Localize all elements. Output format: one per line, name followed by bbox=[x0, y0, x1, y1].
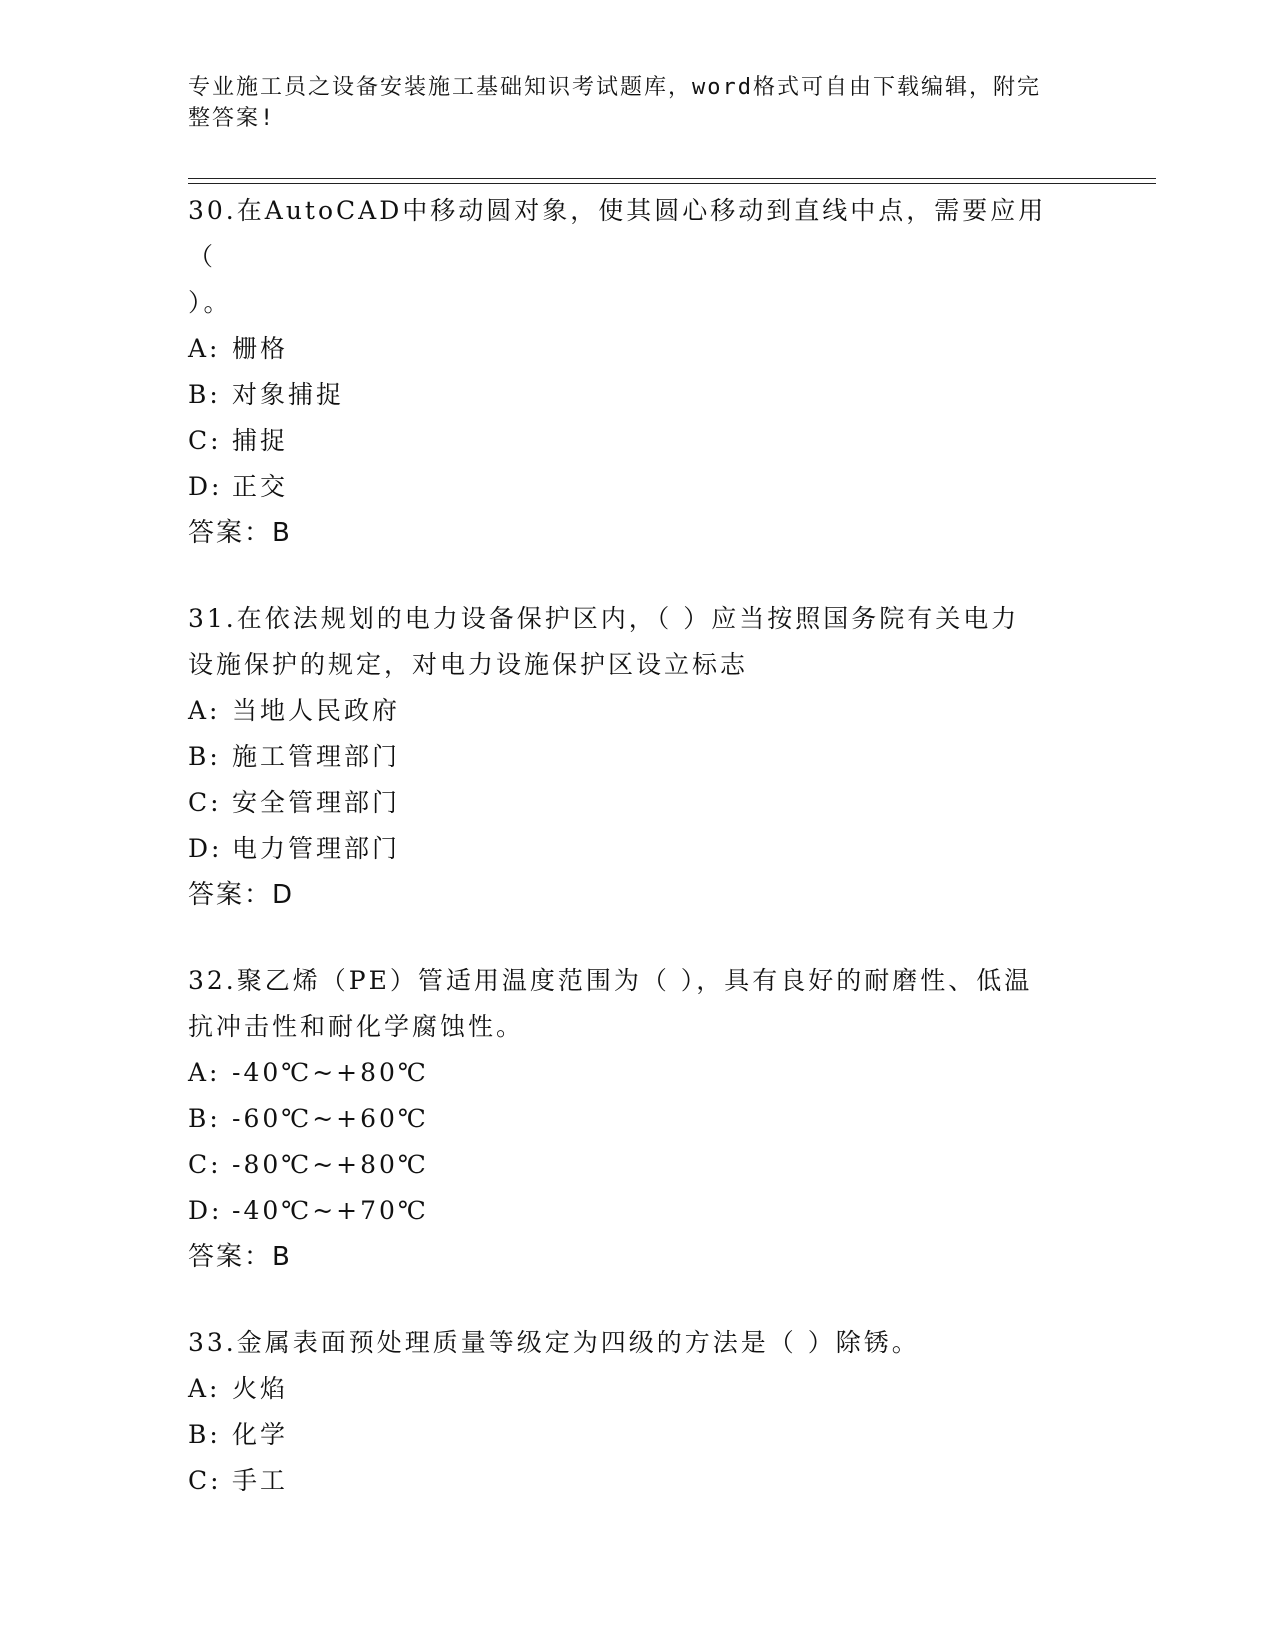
option-key: B: bbox=[188, 742, 221, 771]
option-text: 当地人民政府 bbox=[232, 696, 401, 725]
header-divider-top bbox=[188, 178, 1156, 179]
option-key: D: bbox=[188, 472, 223, 501]
option-text: 安全管理部门 bbox=[232, 788, 401, 817]
option-a bbox=[188, 1050, 1068, 1096]
option-text: 化学 bbox=[232, 1420, 289, 1449]
option-b bbox=[188, 372, 1068, 418]
option-c bbox=[188, 1458, 1068, 1504]
option-key: D: bbox=[188, 1196, 223, 1225]
option-c bbox=[188, 780, 1068, 826]
option-key: A: bbox=[188, 696, 221, 725]
question-text-line: 抗冲击性和耐化学腐蚀性。 bbox=[188, 1012, 525, 1041]
answer-line: 答案：B bbox=[188, 518, 292, 548]
option-a bbox=[188, 688, 1068, 734]
option-c bbox=[188, 418, 1068, 464]
option-text: 手工 bbox=[232, 1466, 289, 1495]
question-list bbox=[188, 188, 1068, 1544]
option-d bbox=[188, 1188, 1068, 1234]
question-32 bbox=[188, 958, 1068, 1280]
question-text-line: ）。 bbox=[188, 288, 232, 317]
option-text: 施工管理部门 bbox=[232, 742, 401, 771]
option-d bbox=[188, 464, 1068, 510]
option-key: C: bbox=[188, 1466, 222, 1495]
option-key: A: bbox=[188, 334, 221, 363]
option-text: 火焰 bbox=[232, 1374, 289, 1403]
option-a bbox=[188, 326, 1068, 372]
question-33 bbox=[188, 1320, 1068, 1504]
option-c bbox=[188, 1142, 1068, 1188]
option-key: B: bbox=[188, 1104, 221, 1133]
option-text: 正交 bbox=[232, 472, 289, 501]
option-text: 栅格 bbox=[232, 334, 289, 363]
option-a bbox=[188, 1366, 1068, 1412]
option-key: B: bbox=[188, 1420, 221, 1449]
option-key: A: bbox=[188, 1058, 221, 1087]
document-header bbox=[188, 72, 1068, 134]
option-text: -40℃~+70℃ bbox=[232, 1196, 429, 1225]
option-text: 电力管理部门 bbox=[232, 834, 401, 863]
header-divider-bottom bbox=[188, 183, 1156, 184]
question-30 bbox=[188, 188, 1068, 556]
option-b bbox=[188, 1412, 1068, 1458]
option-b bbox=[188, 1096, 1068, 1142]
option-text: -40℃~+80℃ bbox=[232, 1058, 429, 1087]
question-text-line: 33.金属表面预处理质量等级定为四级的方法是（ ）除锈。 bbox=[188, 1328, 920, 1357]
header-line-2: 整答案! bbox=[188, 106, 276, 131]
option-key: A: bbox=[188, 1374, 221, 1403]
option-key: D: bbox=[188, 834, 223, 863]
question-text-line: 30.在AutoCAD中移动圆对象，使其圆心移动到直线中点，需要应用（ bbox=[188, 196, 1047, 271]
answer-line: 答案：D bbox=[188, 880, 295, 910]
option-key: B: bbox=[188, 380, 221, 409]
header-line-1: 专业施工员之设备安装施工基础知识考试题库，word格式可自由下载编辑，附完 bbox=[188, 75, 1041, 100]
option-text: 捕捉 bbox=[232, 426, 289, 455]
option-key: C: bbox=[188, 426, 222, 455]
answer-line: 答案：B bbox=[188, 1242, 292, 1272]
option-key: C: bbox=[188, 1150, 222, 1179]
option-text: 对象捕捉 bbox=[232, 380, 345, 409]
option-b bbox=[188, 734, 1068, 780]
option-text: -60℃~+60℃ bbox=[232, 1104, 429, 1133]
option-key: C: bbox=[188, 788, 222, 817]
option-d bbox=[188, 826, 1068, 872]
question-text-line: 31.在依法规划的电力设备保护区内，（ ）应当按照国务院有关电力 bbox=[188, 604, 1020, 633]
question-31 bbox=[188, 596, 1068, 918]
question-text-line: 32.聚乙烯（PE）管适用温度范围为（ ），具有良好的耐磨性、低温 bbox=[188, 966, 1033, 995]
question-text-line: 设施保护的规定，对电力设施保护区设立标志 bbox=[188, 650, 749, 679]
option-text: -80℃~+80℃ bbox=[232, 1150, 429, 1179]
